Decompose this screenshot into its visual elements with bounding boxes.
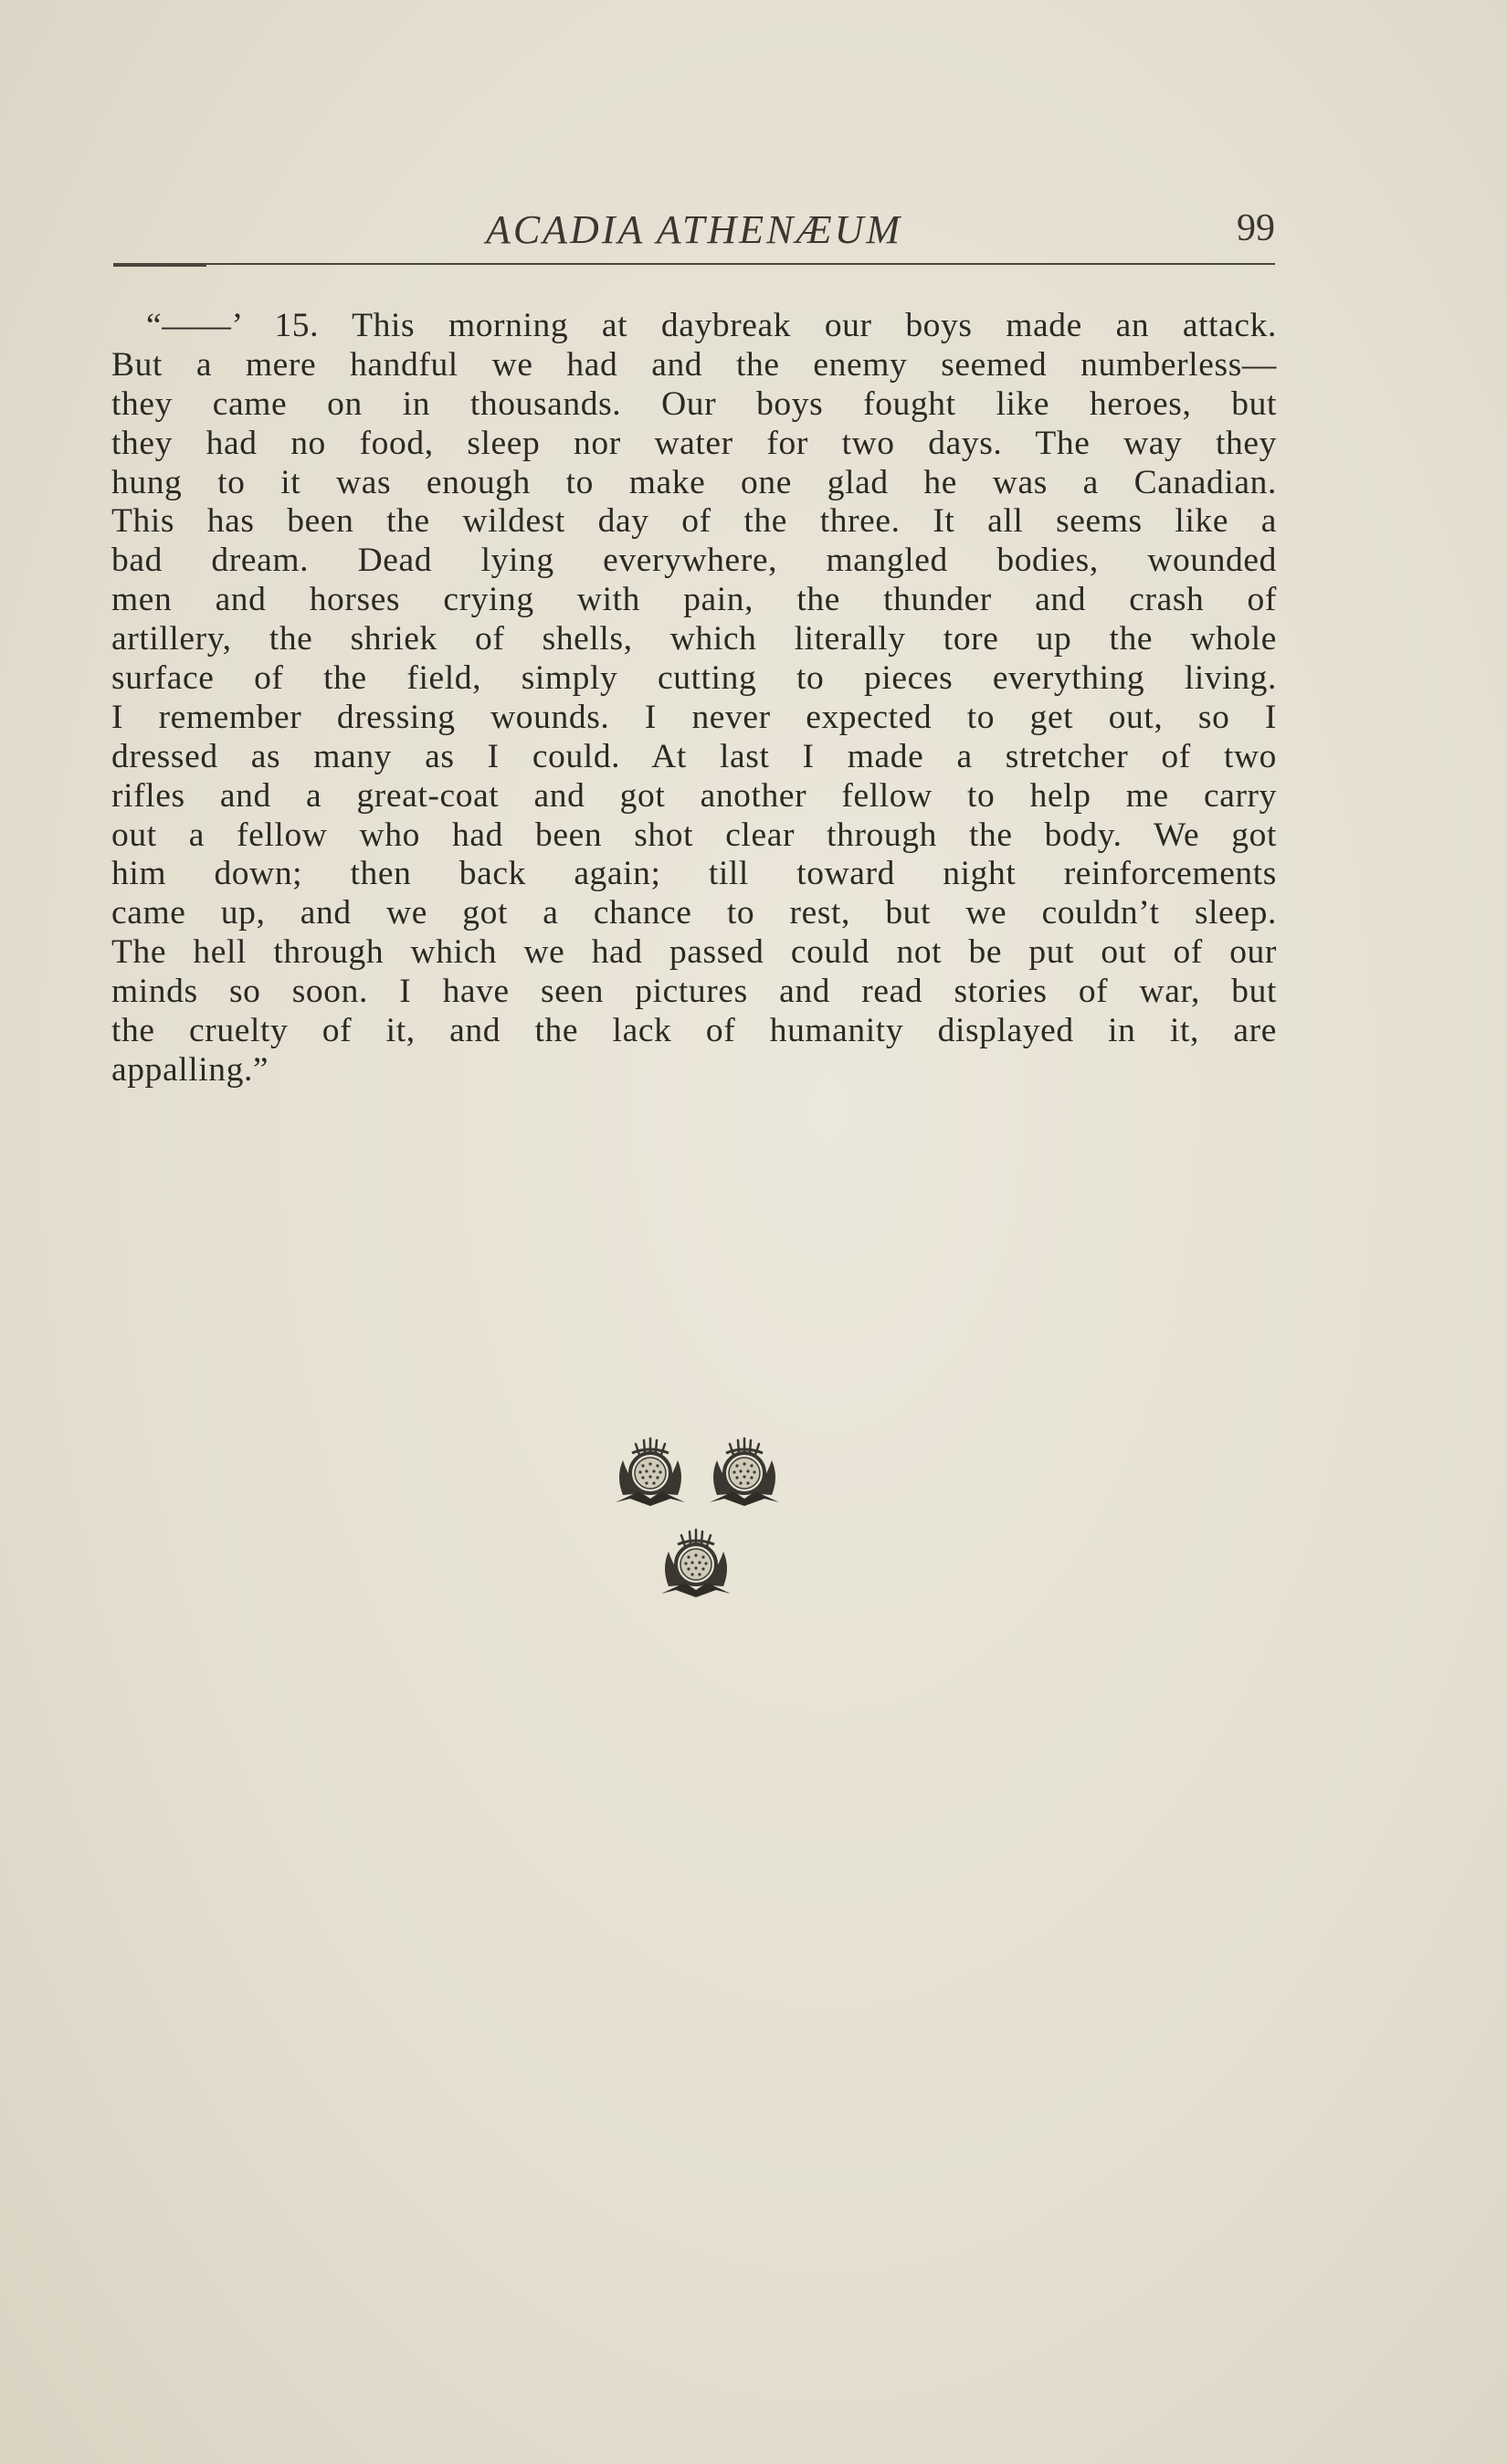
header-rule-accent (113, 265, 206, 267)
text-line: rifles and a great-coat and got another fellow to help me carry (111, 776, 1277, 815)
text-line: dressed as many as I could. At last I made a stretcher of two (111, 737, 1277, 775)
text-line: him down; then back again; till toward night reinforcements (111, 855, 1277, 893)
text-line: I remember dressing wounds. I never expected to get out, so I (111, 698, 1277, 736)
text-line: surface of the field, simply cutting to pieces everything living. (111, 659, 1277, 698)
text-line: men and horses crying with pain, the thunder and crash of (111, 581, 1277, 619)
text-line: This has been the wildest day of the three. It all seems like a (111, 502, 1277, 541)
text-line: out a fellow who had been shot clear through the body. We got (111, 816, 1277, 854)
text-line: bad dream. Dead lying everywhere, mangled bodies, wounded (111, 542, 1277, 580)
text-line: “——’ 15. This morning at daybreak our boys made an attack. (146, 307, 1277, 344)
text-line: But a mere handful we had and the enemy seemed numberless— (111, 345, 1277, 384)
thistle-ornament-icon (616, 1438, 685, 1506)
text-line: they came on in thousands. Our boys fought like heroes, but (111, 384, 1277, 423)
page-number: 99 (1237, 207, 1275, 249)
text-line: hung to it was enough to make one glad he was a Canadian. (111, 463, 1277, 501)
text-line: they had no food, sleep nor water for two days. The way they (111, 424, 1277, 462)
text-line: minds so soon. I have seen pictures and read stories of war, but (111, 973, 1277, 1011)
thistle-ornament-icon (661, 1530, 731, 1597)
text-line: came up, and we got a chance to rest, but we couldn’t sleep. (111, 894, 1277, 932)
text-line: appalling.” (111, 1050, 269, 1089)
text-line: artillery, the shriek of shells, which literally tore up the whole (111, 620, 1277, 658)
text-line: the cruelty of it, and the lack of humanity displayed in it, are (111, 1012, 1277, 1050)
text-line: The hell through which we had passed could not be put out of our (111, 933, 1277, 972)
journal-title: ACADIA ATHENÆUM (485, 207, 903, 252)
body-text (111, 307, 1277, 1090)
thistle-ornament-icon (710, 1438, 779, 1506)
header-rule (113, 263, 1275, 265)
running-header (113, 203, 1275, 258)
